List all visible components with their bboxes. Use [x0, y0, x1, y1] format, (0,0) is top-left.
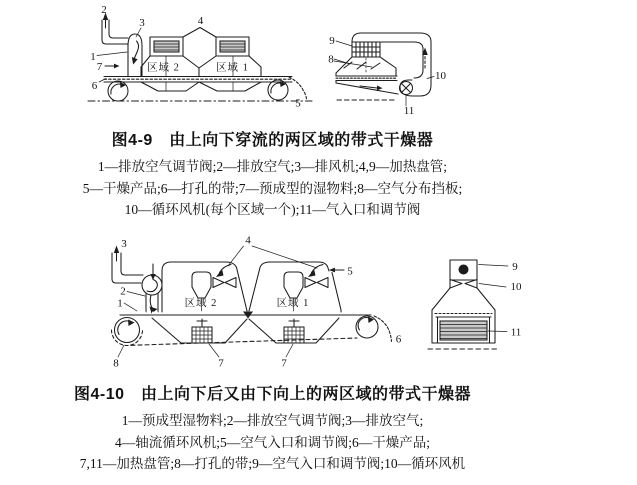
belt-return-dashes — [131, 338, 357, 345]
fig410-callout-10: 10 — [510, 281, 522, 293]
fig49-legend-line-2: 5—干燥产品;6—打孔的带;7—预成型的湿物料;8—空气分布挡板; — [82, 180, 463, 196]
air-inlet-valve-box — [450, 260, 477, 280]
right-roller — [356, 316, 378, 338]
perforated-belt — [104, 77, 292, 83]
circulating-fan-bowtie — [450, 280, 477, 289]
right-roller — [268, 80, 288, 100]
fig410-callout-1: 1 — [117, 297, 123, 310]
fig49-callout-6: 6 — [91, 80, 98, 92]
fig49-section-diagram — [318, 22, 453, 120]
fig410-callout-4: 4 — [245, 234, 251, 247]
below-belt-hoppers — [152, 318, 339, 343]
fig49-callout-9: 9 — [329, 35, 335, 47]
fig49-legend-line-1: 1—排放空气调节阀;2—排放空气;3—排风机;4,9—加热盘管; — [97, 159, 448, 174]
fig410-callout-3: 3 — [121, 238, 127, 250]
fig49-callout-10: 10 — [435, 70, 446, 82]
fig49-callout-2: 2 — [101, 4, 107, 16]
fig410-zone2-label: 区域 2 — [184, 298, 218, 309]
fig49-zone2-label: 区域 2 — [147, 62, 180, 74]
fig49-callout-1: 1 — [90, 51, 96, 63]
heating-coil-grid — [352, 42, 380, 57]
fig410-callout-7-zone2: 7 — [218, 357, 224, 370]
callout-leaders — [97, 28, 141, 82]
fig410-caption — [0, 385, 545, 475]
zone1-heating-coil — [216, 37, 249, 56]
fig49-callout-4: 4 — [197, 15, 204, 27]
zone2-heating-coil — [150, 37, 183, 56]
fig410-callout-2: 2 — [120, 285, 126, 298]
product-discharge — [289, 77, 307, 99]
fig410-callout-6: 6 — [395, 333, 402, 346]
air-inlet-arrow — [329, 268, 344, 273]
fig410-callout-11: 11 — [510, 326, 522, 339]
fig410-section-diagram — [420, 250, 550, 358]
fig410-legend-line-3: 7,11—加热盘管;8—打孔的带;9—空气入口和调节阀;10—循环风机 — [79, 456, 466, 471]
product-discharge — [374, 316, 392, 342]
fig49-callout-5: 5 — [295, 97, 301, 110]
circulating-fan — [400, 82, 413, 95]
fig49-callout-8: 8 — [328, 53, 334, 66]
exhaust-stack — [112, 246, 143, 284]
fig49-zone1-label: 区域 1 — [216, 62, 249, 74]
fig410-title: 图4-10 由上向下后又由下向上的两区域的带式干燥器 — [73, 386, 472, 403]
fig410-legend-line-2: 4—轴流循环风机;5—空气入口和调节阀;6—干燥产品; — [114, 434, 430, 450]
fig410-callout-7-zone1: 7 — [281, 357, 287, 370]
fig410-legend-line-1: 1—预成型湿物料;2—排放空气调节阀;3—排放空气; — [121, 413, 424, 428]
fig410-callout-5: 5 — [347, 265, 353, 278]
fig49-caption — [0, 131, 545, 221]
fig49-legend-line-3: 10—循环风机(每个区域一个);11—气入口和调节阀 — [124, 202, 421, 217]
exhaust-fan-valve — [142, 264, 162, 314]
fig410-zone1-label: 区域 1 — [276, 298, 310, 309]
heating-coil — [440, 321, 487, 340]
fig410-main-diagram — [95, 233, 410, 378]
fig49-title: 图4-9 由上向下穿流的两区域的带式干燥器 — [111, 132, 434, 149]
fig410-callout-9: 9 — [512, 261, 518, 273]
fig49-callout-7: 7 — [96, 61, 103, 73]
fig49-main-diagram — [85, 0, 315, 118]
left-roller — [112, 318, 143, 346]
fig49-callout-3: 3 — [139, 17, 145, 29]
left-roller — [108, 81, 128, 101]
fig410-callout-8: 8 — [113, 357, 119, 370]
fig49-callout-11: 11 — [403, 105, 415, 117]
zone2-heating-coil — [192, 319, 212, 343]
